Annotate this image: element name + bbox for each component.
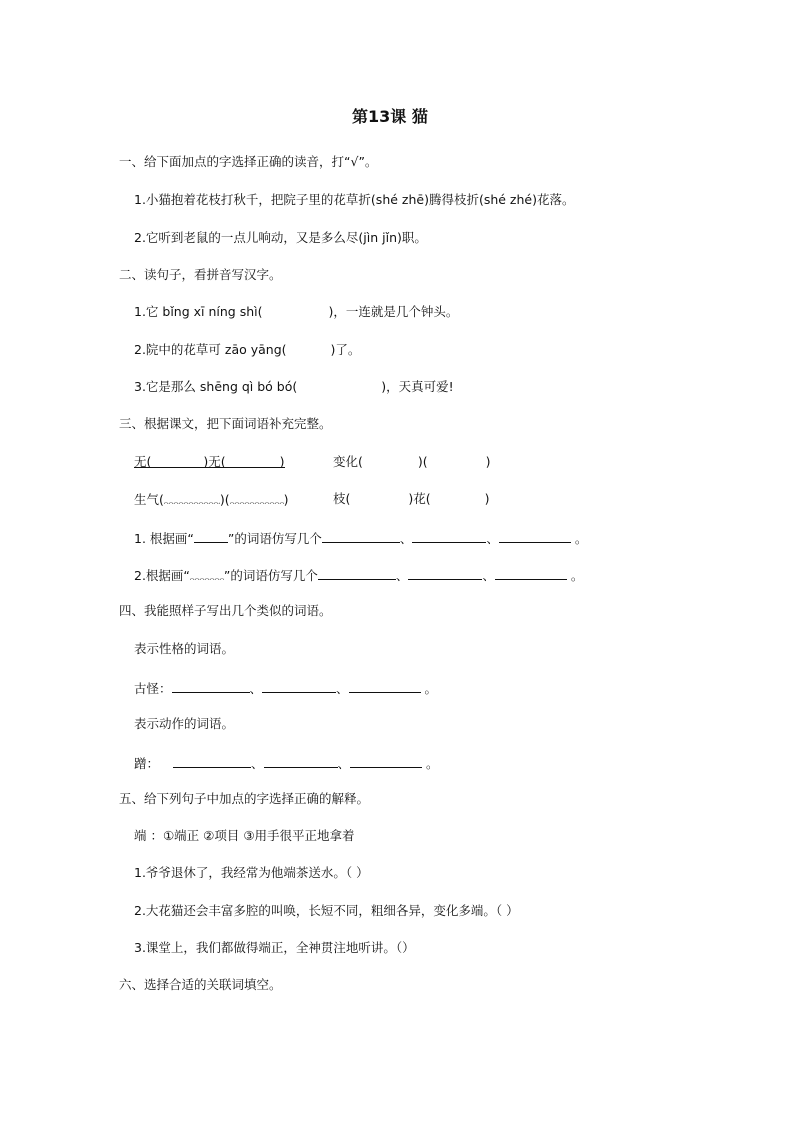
section-5-question-1: 1.爷爷退休了，我经常为他端茶送水。（ ）: [134, 865, 369, 880]
answer-line[interactable]: [173, 756, 251, 768]
section-5-options: 端 ：①端正 ②项目 ③用手很平正地拿着: [134, 828, 355, 843]
section-2-heading: 二、读句子，看拼音写汉字。: [119, 267, 282, 282]
section-6-heading: 六、选择合适的关联词填空。: [119, 977, 282, 992]
answer-line[interactable]: [262, 681, 336, 693]
question-text: )了。: [330, 342, 361, 357]
answer-line[interactable]: [495, 568, 567, 580]
section-4-example-2: 蹭： 、 、 。: [134, 756, 439, 771]
section-1-question-2: 2.它听到老鼠的一点儿响动，又是多么尽(jìn jǐn)职。: [134, 230, 427, 245]
idiom-blank-2[interactable]: 变化( )( ): [333, 454, 491, 469]
answer-line[interactable]: [408, 568, 482, 580]
idiom-blank-1[interactable]: 无( )无( ): [134, 454, 285, 469]
idiom-blank-3[interactable]: 生气( )( ): [134, 492, 289, 507]
question-text: 2.院中的花草可 zāo yāng(: [134, 342, 287, 357]
section-3-question-2: 2.根据画“ ”的词语仿写几个 、 、 。: [134, 568, 584, 583]
answer-line[interactable]: [318, 568, 396, 580]
answer-line[interactable]: [412, 531, 486, 543]
section-2-question-1: [134, 306, 458, 319]
question-text: )，一连就是几个钟头。: [328, 304, 459, 319]
question-text: 3.它是那么 shēng qì bó bó(: [134, 379, 298, 394]
idiom-blank-4[interactable]: 枝( )花( ): [333, 491, 490, 506]
section-3-heading: 三、根据课文，把下面词语补充完整。: [119, 416, 332, 431]
answer-line[interactable]: [264, 756, 338, 768]
section-4-subheading-2: 表示动作的词语。: [134, 716, 235, 731]
section-1-heading: 一、给下面加点的字选择正确的读音，打“√”。: [119, 154, 378, 169]
section-3-question-1: 1. 根据画“ ”的词语仿写几个 、 、 。: [134, 531, 588, 546]
answer-line[interactable]: [499, 531, 571, 543]
answer-line[interactable]: [322, 531, 400, 543]
answer-line[interactable]: [172, 681, 250, 693]
section-1-question-1: 1.小猫抱着花枝打秋千，把院子里的花草折(shé zhē)腾得枝折(shé zhé)花落。: [134, 192, 575, 207]
section-4-heading: 四、我能照样子写出几个类似的词语。: [119, 603, 332, 618]
section-5-question-3: 3.课堂上，我们都做得端正，全神贯注地听讲。（）: [134, 940, 415, 955]
section-2-question-3: [134, 381, 454, 394]
answer-line[interactable]: [350, 756, 422, 768]
section-2-question-2: [134, 344, 360, 357]
section-5-heading: 五、给下列句子中加点的字选择正确的解释。: [119, 791, 370, 806]
question-text: )，天真可爱!: [381, 379, 454, 394]
question-text: 1.它 bǐng xī níng shì(: [134, 304, 263, 319]
page-title: 第13课 猫: [352, 107, 428, 126]
section-4-subheading-1: 表示性格的词语。: [134, 641, 235, 656]
answer-line[interactable]: [349, 681, 421, 693]
section-5-question-2: 2.大花猫还会丰富多腔的叫唤，长短不同，粗细各异，变化多端。（ ）: [134, 903, 519, 918]
section-4-example-1: 古怪： 、 、 。: [134, 681, 438, 696]
